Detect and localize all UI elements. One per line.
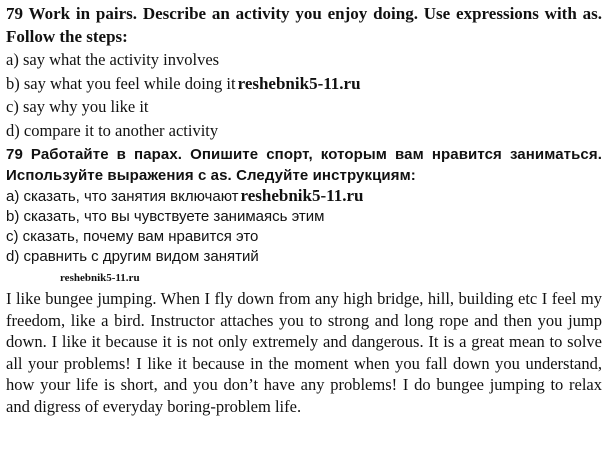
- step-d-en: d) compare it to another activity: [6, 120, 219, 140]
- watermark-text: reshebnik5-11.ru: [240, 186, 364, 205]
- answer-paragraph: I like bungee jumping. When I fly down from any high bridge, hill, building etc I feel my freedom, like a bird. Instructor attaches you to strong and long rope and then you jump down. I like it because it is not only extremely and dangerous. It is a great mean to solve all your problems! I like it because in the moment when you fall down you understand, how your life is short, and you don’t have any problems! I do bungee jumping to relax and digress of everyday boring-problem life.: [6, 289, 602, 416]
- watermark-text: reshebnik5-11.ru: [237, 73, 361, 93]
- step-d-ru: d) сравнить с другим видом занятий: [6, 248, 259, 265]
- step-b-en-line: [6, 72, 602, 96]
- step-c-ru: c) сказать, почему вам нравится это: [6, 228, 259, 245]
- step-b-en: b) say what you feel while doing it: [6, 73, 236, 93]
- step-c-en: c) say why you like it: [6, 97, 149, 116]
- step-b-ru: b) сказать, что вы чувствуете занимаясь этим: [6, 208, 325, 225]
- watermark-small: reshebnik5-11.ru: [60, 272, 140, 284]
- task-heading-ru: 79 Работайте в парах. Опишите спорт, которым вам нравится заниматься. Используйте выражения с as. Следуйте инструкциям:: [6, 146, 602, 184]
- task-heading-en: 79 Work in pairs. Describe an activity you enjoy doing. Use expressions with as. Follow the steps:: [6, 4, 602, 46]
- exercise-page: [6, 2, 602, 418]
- step-a-ru: а) сказать, что занятия включают: [6, 188, 239, 205]
- step-a-en: a) say what the activity involves: [6, 50, 220, 69]
- step-a-ru-line: [6, 186, 602, 207]
